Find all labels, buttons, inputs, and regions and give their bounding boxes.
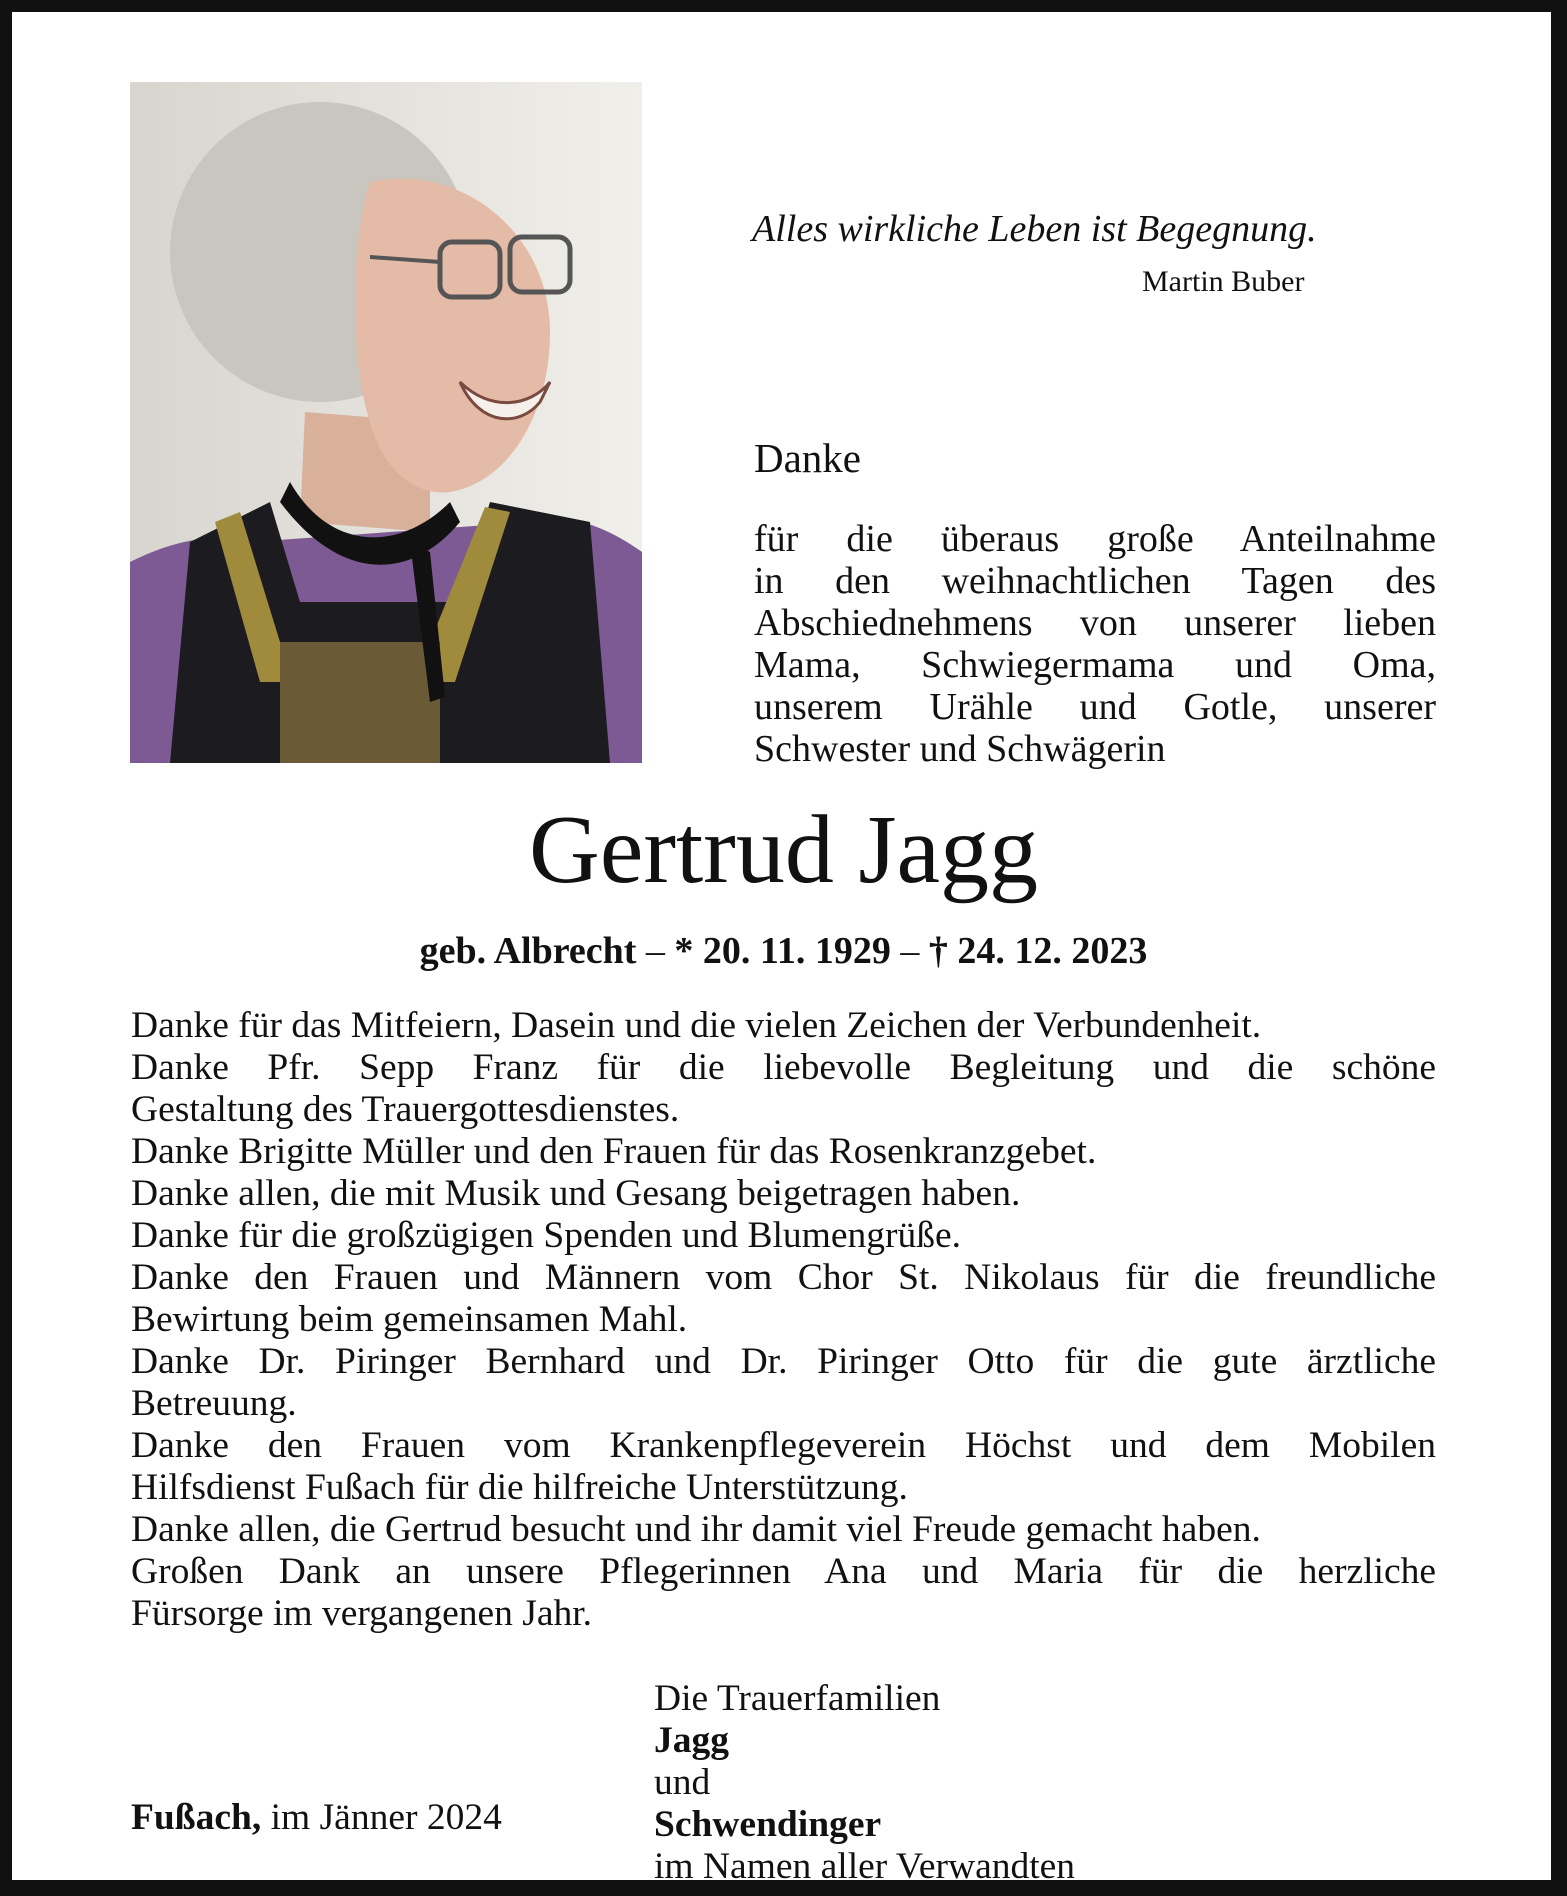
intro-line: unserem Urähle und Gotle, unserer <box>754 686 1436 728</box>
signature-block <box>654 1678 1438 1888</box>
dash: – <box>636 930 675 972</box>
thanks-line: Danke Pfr. Sepp Franz für die liebevolle Begleitung und die schöne <box>131 1047 1436 1088</box>
intro-paragraph <box>754 518 1436 770</box>
thanks-line: Bewirtung beim gemeinsamen Mahl. <box>131 1299 688 1340</box>
birth-name: geb. Albrecht <box>419 930 637 972</box>
intro-line: in den weihnachtlichen Tagen des <box>754 560 1436 602</box>
died-symbol: † <box>928 930 948 972</box>
thanks-line: Danke Dr. Piringer Bernhard und Dr. Piringer Otto für die gute ärztliche <box>131 1341 1436 1382</box>
thanks-paragraph <box>131 1005 1436 1635</box>
portrait-photo <box>130 82 642 763</box>
thanks-line: Danke für das Mitfeiern, Dasein und die vielen Zeichen der Verbundenheit. <box>131 1005 1262 1046</box>
intro-heading: Danke <box>754 435 862 481</box>
thanks-line: Gestaltung des Trauergottesdienstes. <box>131 1089 680 1130</box>
thanks-line: Großen Dank an unsere Pflegerinnen Ana und Maria für die herzliche <box>131 1551 1436 1592</box>
thanks-line: Fürsorge im vergangenen Jahr. <box>131 1593 593 1634</box>
thanks-line: Danke allen, die mit Musik und Gesang beigetragen haben. <box>131 1173 1021 1214</box>
signature-prefix: Die Trauerfamilien <box>654 1678 941 1719</box>
thanks-line: Betreuung. <box>131 1383 297 1424</box>
place-date-text: im Jänner 2024 <box>261 1797 502 1838</box>
deceased-name: Gertrud Jagg <box>529 796 1038 904</box>
born-symbol: * <box>674 930 694 972</box>
thanks-line: Hilfsdienst Fußach für die hilfreiche Unterstützung. <box>131 1467 908 1508</box>
place-town: Fußach, <box>131 1797 262 1838</box>
signature-line-1 <box>654 1678 1438 1846</box>
quote-text: Alles wirkliche Leben ist Begegnung. <box>752 208 1317 250</box>
intro-line: Mama, Schwiegermama und Oma, <box>754 644 1436 686</box>
intro-line: Schwester und Schwägerin <box>754 728 1166 770</box>
signature-line-2: im Namen aller Verwandten <box>654 1846 1076 1887</box>
family-name: Jagg <box>654 1720 729 1761</box>
thanks-line: Danke Brigitte Müller und den Frauen für das Rosenkranzgebet. <box>131 1131 1097 1172</box>
life-dates <box>0 928 1567 974</box>
signature-middle: und <box>654 1762 711 1803</box>
quote-author: Martin Buber <box>1142 265 1305 298</box>
thanks-line: Danke allen, die Gertrud besucht und ihr damit viel Freude gemacht haben. <box>131 1509 1261 1550</box>
born-date: 20. 11. 1929 <box>693 930 891 972</box>
intro-line: für die überaus große Anteilnahme <box>754 518 1436 560</box>
thanks-line: Danke für die großzügigen Spenden und Blumengrüße. <box>131 1215 961 1256</box>
dash: – <box>890 930 929 972</box>
intro-line: Abschiednehmens von unserer lieben <box>754 602 1436 644</box>
thanks-line: Danke den Frauen vom Krankenpflegeverein Höchst und dem Mobilen <box>131 1425 1436 1466</box>
thanks-line: Danke den Frauen und Männern vom Chor St. Nikolaus für die freundliche <box>131 1257 1436 1298</box>
place-date <box>131 1795 502 1841</box>
died-date: 24. 12. 2023 <box>947 930 1148 972</box>
family-name: Schwendinger <box>654 1804 882 1845</box>
